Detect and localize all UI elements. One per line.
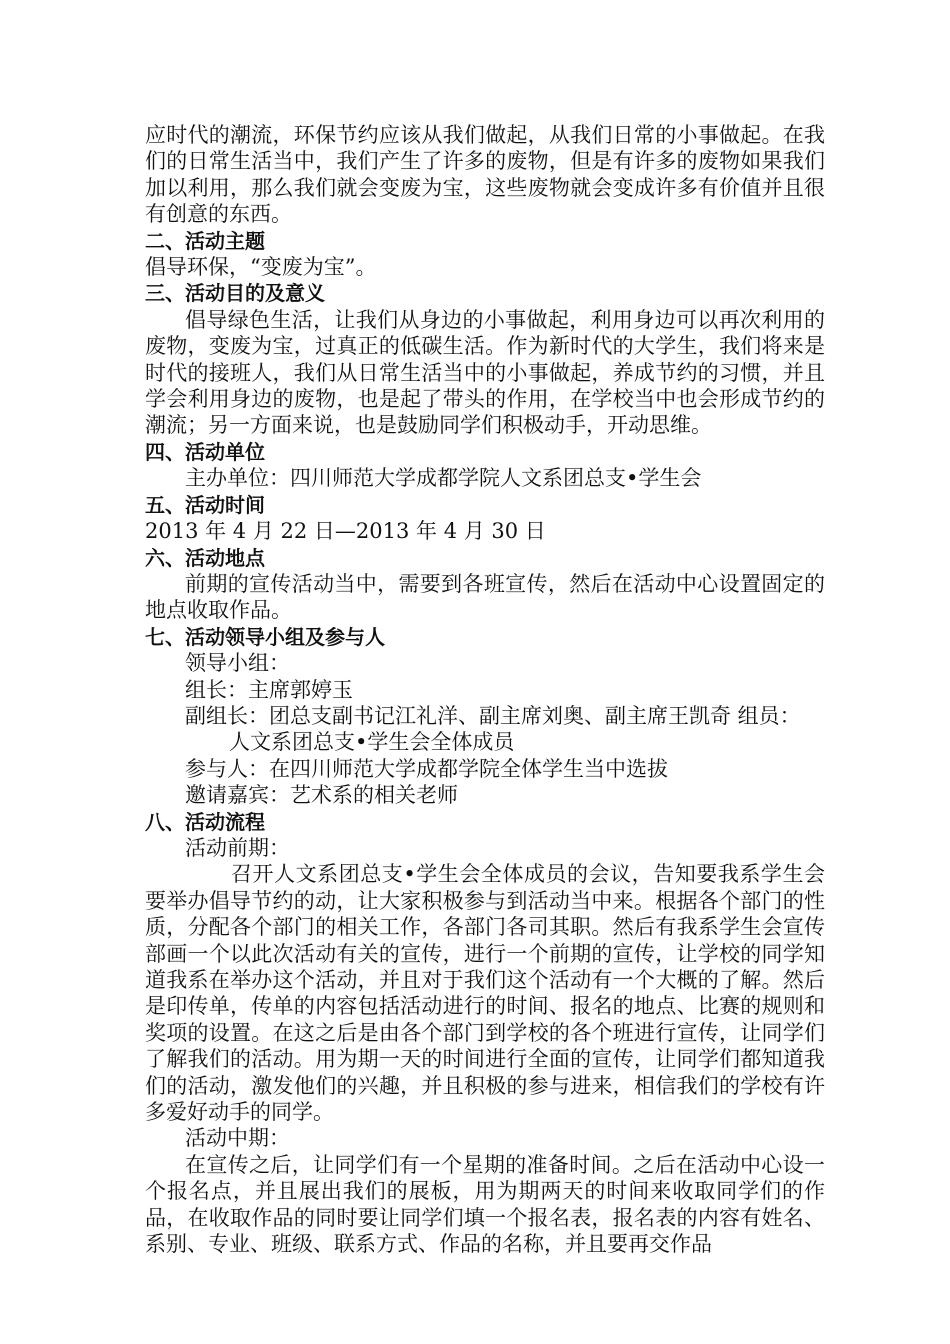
time-heading: 五、活动时间 (145, 492, 265, 517)
unit-heading: 四、活动单位 (145, 439, 265, 464)
unit-text: 主办单位：四川师范大学成都学院人文系团总支•学生会 (185, 466, 702, 491)
leaders-guests: 邀请嘉宾：艺术系的相关老师 (185, 783, 458, 808)
leaders-group: 领导小组： (185, 651, 290, 676)
leaders-members: 人文系团总支•学生会全体成员 (229, 730, 515, 755)
flow-mid-label: 活动中期： (185, 1126, 290, 1151)
time-text: 2013 年 4 月 22 日—2013 年 4 月 30 日 (145, 519, 546, 544)
leaders-participants: 参与人：在四川师范大学成都学院全体学生当中选拔 (185, 756, 668, 781)
document-page (145, 122, 825, 1257)
theme-heading: 二、活动主题 (145, 228, 265, 253)
leaders-head: 组长：主席郭婷玉 (185, 677, 353, 702)
flow-early-label: 活动前期： (185, 835, 290, 860)
leaders-heading: 七、活动领导小组及参与人 (145, 624, 385, 649)
theme-text: 倡导环保，“变废为宝”。 (145, 255, 377, 280)
purpose-heading: 三、活动目的及意义 (145, 281, 325, 306)
leaders-deputy: 副组长：团总支副书记江礼洋、副主席刘奥、副主席王凯奇 组员： (185, 703, 801, 728)
flow-mid-text: 在宣传之后，让同学们有一个星期的准备时间。之后在活动中心设一个报名点，并且展出我们的展板，用为期两天的时间来收取同学们的作品，在收取作品的同时要让同学们填一个报名表，报名表的内容有姓名、系别、专业、班级、联系方式、作品的名称，并且要再交作品 (145, 1152, 825, 1257)
purpose-text: 倡导绿色生活，让我们从身边的小事做起，利用身边可以再次利用的废物，变废为宝，过真正的低碳生活。作为新时代的大学生，我们将来是时代的接班人，我们从日常生活当中的小事做起，养成节约的习惯，并且学会利用身边的废物，也是起了带头的作用，在学校当中也会形成节约的潮流；另一方面来说，也是鼓励同学们积极动手，开动思维。 (145, 307, 825, 438)
intro-paragraph: 应时代的潮流，环保节约应该从我们做起，从我们日常的小事做起。在我们的日常生活当中，我们产生了许多的废物，但是有许多的废物如果我们加以利用，那么我们就会变废为宝，这些废物就会变成许多有价值并且很有创意的东西。 (145, 123, 825, 227)
flow-early-text: 召开人文系团总支•学生会全体成员的会议，告知要我系学生会要举办倡导节约的动，让大家积极参与到活动当中来。根据各个部门的性质，分配各个部门的相关工作，各部门各司其职。然后有我系学生会宣传部画一个以此次活动有关的宣传，进行一个前期的宣传，让学校的同学知道我系在举办这个活动，并且对于我们这个活动有一个大概的了解。然后是印传单，传单的内容包括活动进行的时间、报名的地点、比赛的规则和奖项的设置。在这之后是由各个部门到学校的各个班进行宣传，让同学们了解我们的活动。用为期一天的时间进行全面的宣传，让同学们都知道我们的活动，激发他们的兴趣，并且积极的参与进来，相信我们的学校有许多爱好动手的同学。 (145, 862, 825, 1125)
place-heading: 六、活动地点 (145, 545, 265, 570)
place-text: 前期的宣传活动当中，需要到各班宣传，然后在活动中心设置固定的地点收取作品。 (145, 571, 825, 623)
flow-heading: 八、活动流程 (145, 809, 265, 834)
